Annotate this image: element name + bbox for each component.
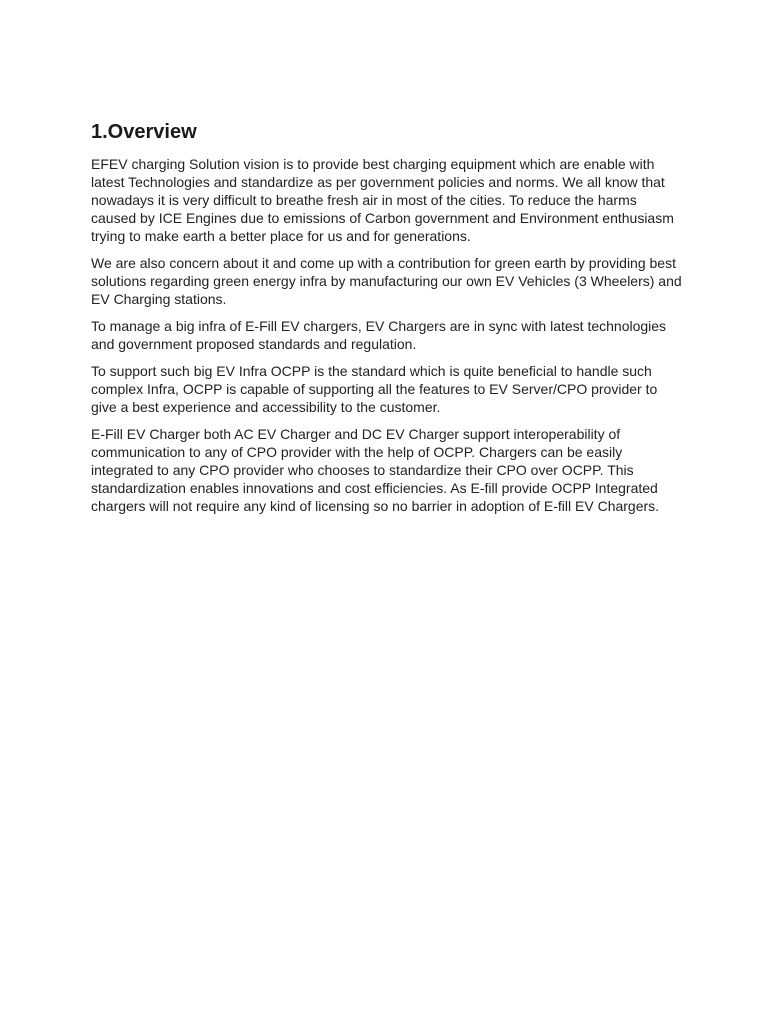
paragraph-line: We are also concern about it and come up with a contribution for green earth by providing best [91, 255, 676, 271]
paragraph-infra [91, 317, 681, 353]
paragraph-line: caused by ICE Engines due to emissions of Carbon government and Environment enthusiasm [91, 210, 674, 226]
section-heading: 1.Overview [91, 121, 197, 143]
paragraph-line: chargers will not require any kind of licensing so no barrier in adoption of E-fill EV Chargers. [91, 498, 660, 514]
paragraph-line: latest Technologies and standardize as per government policies and norms. We all know that [91, 174, 665, 190]
paragraph-line: trying to make earth a better place for us and for generations. [91, 228, 471, 244]
paragraph-ocpp [91, 362, 681, 416]
paragraph-line: nowadays it is very difficult to breathe fresh air in most of the cities. To reduce the harms [91, 192, 637, 208]
paragraph-line: E-Fill EV Charger both AC EV Charger and DC EV Charger support interoperability of [91, 426, 621, 442]
paragraph-line: standardization enables innovations and cost efficiencies. As E-fill provide OCPP Integrated [91, 480, 658, 496]
paragraph-line: EFEV charging Solution vision is to provide best charging equipment which are enable with [91, 156, 655, 172]
paragraph-line: To support such big EV Infra OCPP is the standard which is quite beneficial to handle such [91, 363, 652, 379]
paragraph-line: give a best experience and accessibility to the customer. [91, 399, 441, 415]
paragraph-line: integrated to any CPO provider who chooses to standardize their CPO over OCPP. This [91, 462, 634, 478]
paragraph-line: complex Infra, OCPP is capable of supporting all the features to EV Server/CPO provider to [91, 381, 658, 397]
paragraph-line: To manage a big infra of E-Fill EV chargers, EV Chargers are in sync with latest technologies [91, 318, 667, 334]
paragraph-interoperability [91, 425, 681, 515]
paragraph-line: and government proposed standards and regulation. [91, 336, 417, 352]
paragraph-vision [91, 155, 681, 245]
paragraph-line: communication to any of CPO provider with the help of OCPP. Chargers can be easily [91, 444, 623, 460]
paragraph-line: EV Charging stations. [91, 291, 227, 307]
document-page [91, 118, 681, 524]
paragraph-contribution [91, 254, 681, 308]
paragraph-line: solutions regarding green energy infra by manufacturing our own EV Vehicles (3 Wheelers) and [91, 273, 682, 289]
